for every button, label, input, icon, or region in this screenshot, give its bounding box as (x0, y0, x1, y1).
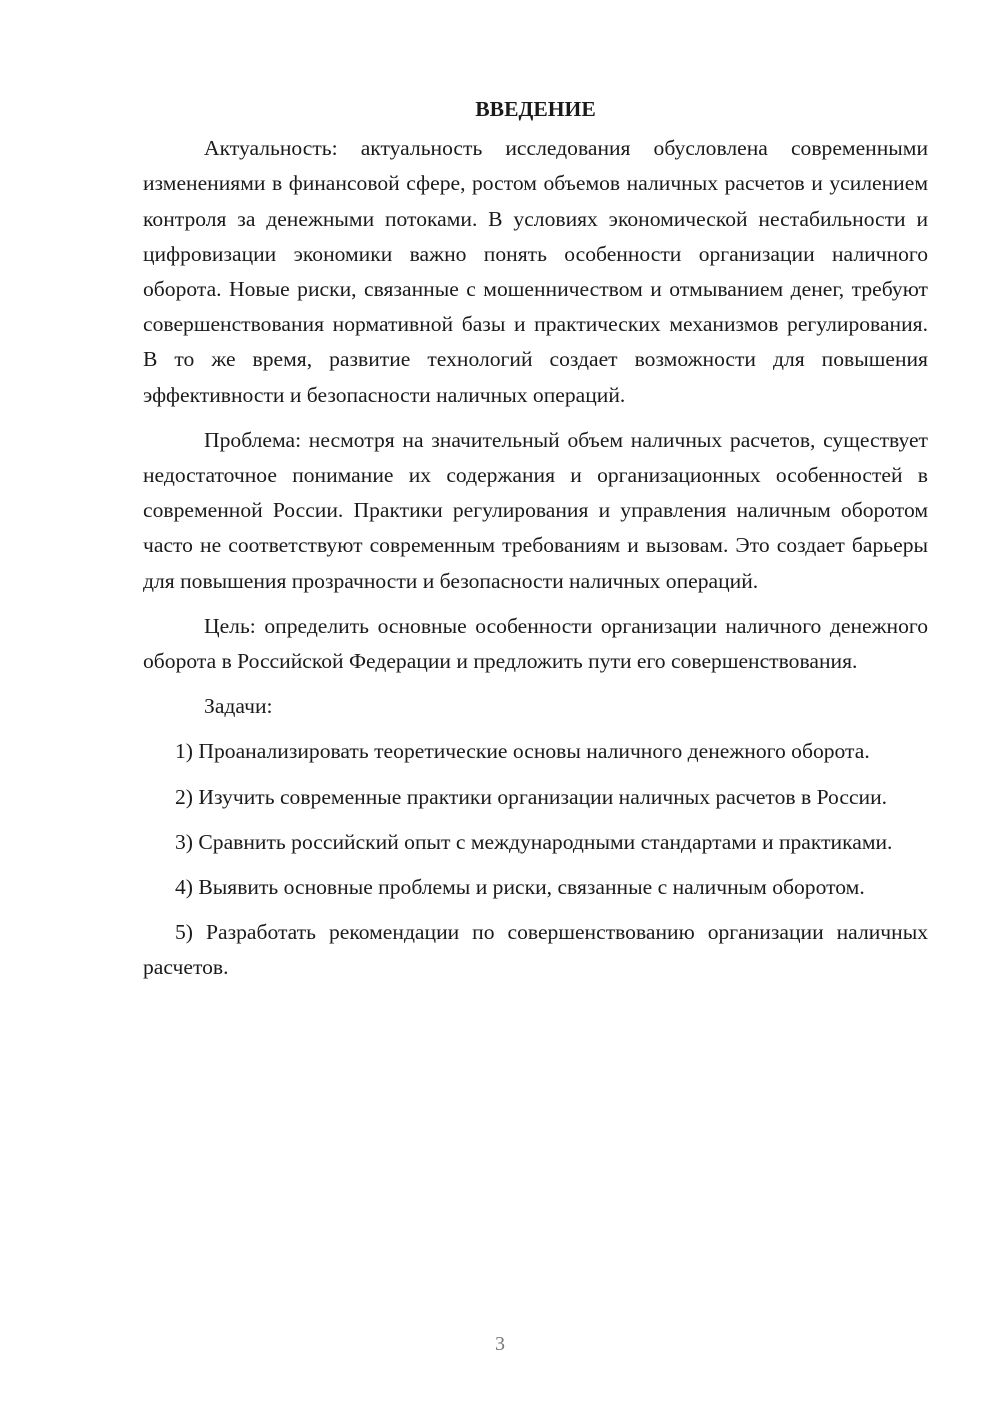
section-title: ВВЕДЕНИЕ (475, 97, 596, 121)
problem-paragraph: Проблема: несмотря на значительный объем наличных расчетов, существует недостаточное понимание их содержания и организационных особенностей в современной России. Практики регулирования и управления наличным оборотом часто не соответствуют современным требованиям и вызовам. Это создает барьеры для повышения прозрачности и безопасности наличных операций. (143, 427, 928, 593)
page-number: 3 (495, 1333, 505, 1355)
task-item: 1) Проанализировать теоретические основы наличного денежного оборота. (175, 739, 870, 764)
tasks-heading: Задачи: (204, 694, 273, 719)
task-item: 4) Выявить основные проблемы и риски, связанные с наличным оборотом. (175, 875, 865, 900)
document-page (143, 92, 928, 996)
relevance-paragraph: Актуальность: актуальность исследования обусловлена современными изменениями в финансовой сфере, ростом объемов наличных расчетов и усилением контроля за денежными потоками. В условиях экономической нестабильности и цифровизации экономики важно понять особенности организации наличного оборота. Новые риски, связанные с мошенничеством и отмыванием денег, требуют совершенствования нормативной базы и практических механизмов регулирования. В то же время, развитие технологий создает возможности для повышения эффективности и безопасности наличных операций. (143, 136, 928, 407)
goal-paragraph: Цель: определить основные особенности организации наличного денежного оборота в Российской Федерации и предложить пути его совершенствования. (143, 613, 928, 674)
task-item: 5) Разработать рекомендации по совершенствованию организации наличных расчетов. (143, 920, 928, 980)
task-item: 2) Изучить современные практики организации наличных расчетов в России. (175, 784, 888, 809)
task-item: 3) Сравнить российский опыт с международными стандартами и практиками. (175, 829, 893, 854)
